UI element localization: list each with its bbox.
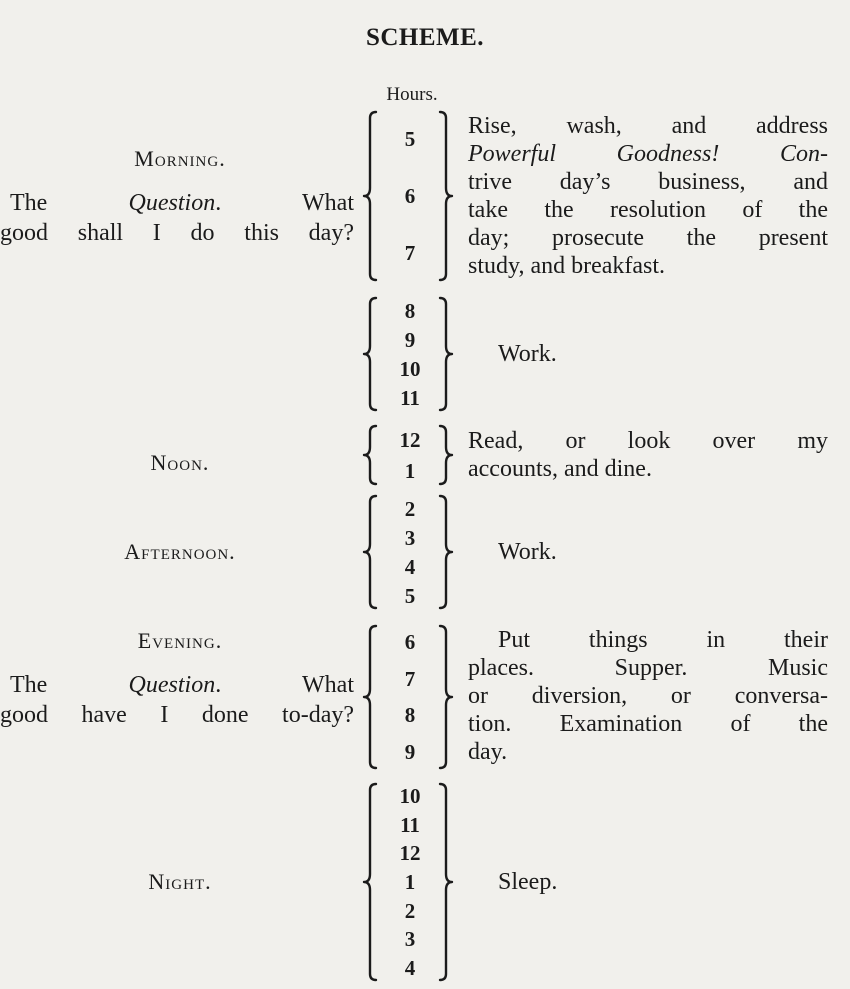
period-evening: Evening. [137,628,223,653]
hour: 9 [404,739,416,764]
right-brace [438,110,454,282]
section-afternoon [0,494,850,610]
morning-activity [468,110,828,284]
night-activity [468,782,828,982]
hour: 10 [399,356,421,381]
hour: 2 [404,898,416,923]
section-noon [0,424,850,486]
section-morning [0,110,850,282]
hour: 12 [399,427,421,452]
hour: 1 [404,458,416,483]
afternoon-hours [380,494,440,610]
hour: 7 [404,241,416,266]
hour: 12 [399,841,421,866]
morning-hours [380,110,440,282]
hour: 11 [400,812,420,837]
hour: 4 [404,955,416,980]
hour: 10 [399,784,421,809]
activity-line: trive day’s business, and [468,169,828,195]
activity-line: Powerful Goodness! Con- [468,141,828,167]
activity-line: or diversion, or conversa- [468,683,828,709]
activity-line: day; prosecute the present [468,225,828,251]
activity-line: day. [468,739,508,765]
morning-question-line1: The Question. What [10,190,354,216]
right-brace [438,624,454,770]
hour: 5 [404,126,416,151]
right-brace [438,494,454,610]
work-morning-activity [468,296,828,412]
hour: 8 [404,298,416,323]
hour: 8 [404,703,416,728]
work-morning-hours [380,296,440,412]
noon-label-block [0,424,360,494]
right-brace [438,296,454,412]
noon-activity [468,424,828,486]
activity-line: Put things in their [498,627,828,653]
activity-line: Rise, wash, and address [468,113,828,139]
hour: 5 [404,583,416,608]
afternoon-label-block [0,494,360,610]
left-brace [362,296,378,412]
section-night [0,782,850,982]
noon-hours [380,424,440,486]
hour: 3 [404,927,416,952]
left-brace [362,782,378,982]
evening-hours [380,624,440,770]
hour: 6 [404,183,416,208]
left-brace [362,624,378,770]
section-work-morning [0,296,850,412]
activity-line: accounts, and dine. [468,456,652,482]
period-afternoon: Afternoon. [124,539,236,564]
hour: 11 [400,385,420,410]
right-brace [438,782,454,982]
hour: 6 [404,630,416,655]
morning-question-line2: good shall I do this day? [0,220,354,246]
hour: 9 [404,327,416,352]
section-evening [0,624,850,770]
morning-label-block [0,110,360,282]
night-hours [380,782,440,982]
period-noon: Noon. [150,450,210,475]
hour: 1 [404,869,416,894]
evening-activity [468,624,828,772]
activity-line: tion. Examination of the [468,711,828,737]
page-title: SCHEME. [365,24,485,51]
activity-text: Work. [498,341,557,367]
evening-question-line2: good have I done to-day? [0,702,354,728]
activity-line: places. Supper. Music [468,655,828,681]
activity-line: Read, or look over my [468,428,828,454]
activity-text: Work. [498,539,557,565]
left-brace [362,110,378,282]
evening-question-line1: The Question. What [10,672,354,698]
period-night: Night. [148,869,212,894]
hours-column-heading: Hours. [386,84,438,105]
left-brace [362,494,378,610]
right-brace [438,424,454,486]
evening-label-block [0,624,360,772]
hour: 4 [404,554,416,579]
activity-text: Sleep. [498,869,558,895]
period-morning: Morning. [134,146,226,171]
afternoon-activity [468,494,828,610]
activity-line: study, and breakfast. [468,253,666,279]
night-label-block [0,782,360,982]
left-brace [362,424,378,486]
activity-line: take the resolution of the [468,197,828,223]
hour: 7 [404,666,416,691]
hour: 3 [404,525,416,550]
hour: 2 [404,496,416,521]
